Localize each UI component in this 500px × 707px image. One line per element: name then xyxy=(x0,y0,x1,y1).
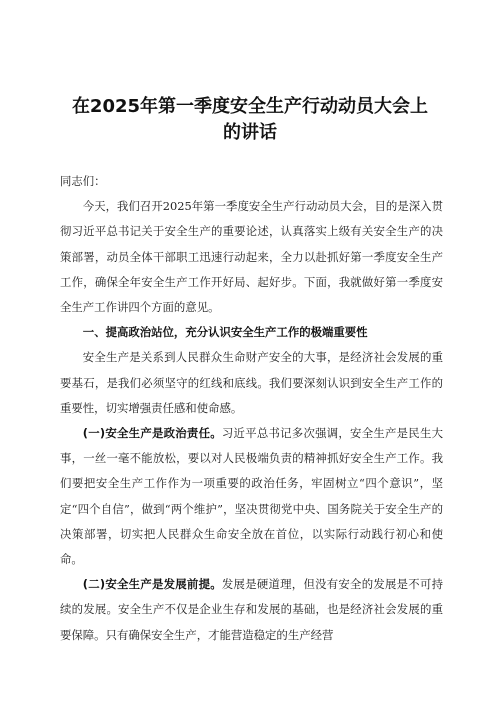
section-1-heading: 一、提高政治站位，充分认识安全生产工作的极端重要性 xyxy=(82,325,368,340)
subsection-1-lead: (一)安全生产是政治责任。 xyxy=(82,426,222,441)
subsection-1-paragraph xyxy=(60,421,443,572)
section-1-paragraph: 安全生产是关系到人民群众生命财产安全的大事，是经济社会发展的重要基石，是我们必须坚守的红线和底线。我们要深刻认识到安全生产工作的重要性，切实增强责任感和使命感。 xyxy=(60,350,443,415)
subsection-2-paragraph xyxy=(60,572,443,648)
greeting: 同志们： xyxy=(60,174,106,188)
document-body xyxy=(60,169,443,648)
subsection-2-body: 发展是硬道理，但没有安全的发展是不可持续的发展。安全生产不仅是企业生存和发展的基础，也是经济社会发展的重要保障。只有确保安全生产，才能营造稳定的生产经营 xyxy=(60,577,443,642)
intro-paragraph: 今天，我们召开2025年第一季度安全生产行动动员大会，目的是深入贯彻习近平总书记关于安全生产的重要论述，认真落实上级有关安全生产的决策部署，动员全体干部职工迅速行动起来，全力以赴抓好第一季度安全生产工作，确保全年安全生产工作开好局、起好步。下面，我就做好第一季度安全生产工作讲四个方面的意见。 xyxy=(60,199,443,315)
subsection-1-body: 习近平总书记多次强调，安全生产是民生大事，一丝一毫不能放松，要以对人民极端负责的精神抓好安全生产工作。我们要把安全生产工作作为一项重要的政治任务，牢固树立“四个意识”，坚定“四个自信”，做到“两个维护”，坚决贯彻党中央、国务院关于安全生产的决策部署，切实把人民群众生命安全放在首位，以实际行动践行初心和使命。 xyxy=(60,426,443,567)
subsection-2-lead: (二)安全生产是发展前提。 xyxy=(82,577,222,592)
document-title xyxy=(60,94,440,146)
document-title-line-2: 的讲话 xyxy=(223,122,277,143)
document-title-line-1: 在2025年第一季度安全生产行动动员大会上 xyxy=(71,96,429,117)
